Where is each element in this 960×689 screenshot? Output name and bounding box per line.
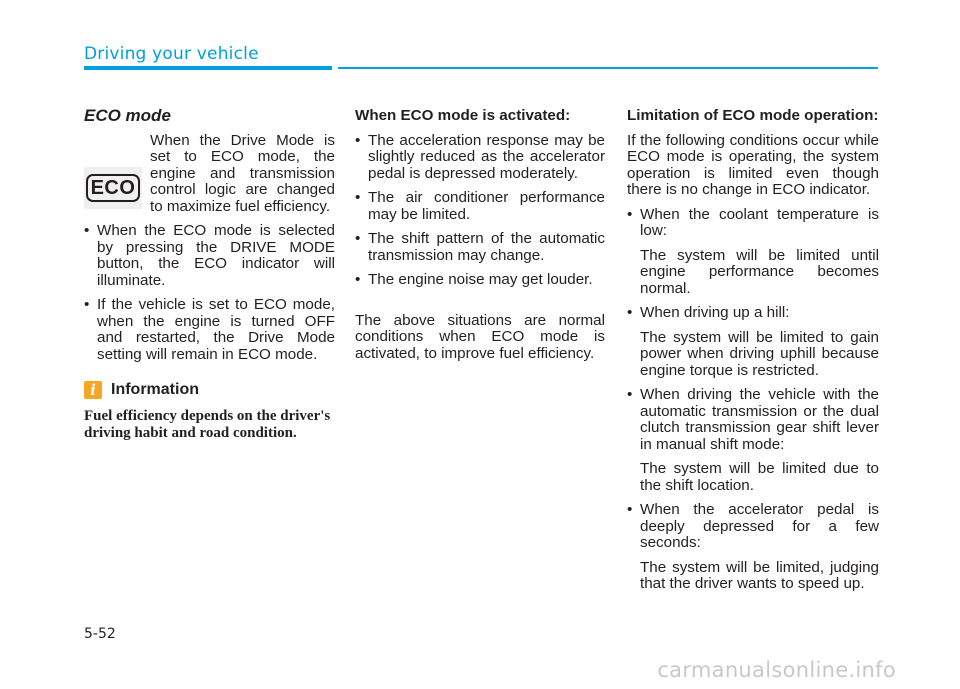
limitation-condition: • When driving up a hill:: [640, 304, 790, 321]
limitation-condition: • When driving the vehicle with the automatic transmission or the dual clutch transmission gear shift lever in manual shift mode:: [640, 386, 879, 453]
eco-intro-block: [84, 133, 335, 216]
information-label: Information: [111, 380, 199, 398]
activated-note: The above situations are normal conditions when ECO mode is activated, to improve fuel efficiency.: [355, 311, 605, 362]
limitation-item: [627, 502, 879, 593]
limitation-result: The system will be limited, judging that the driver wants to speed up.: [640, 558, 879, 592]
eco-intro-text: When the Drive Mode is set to ECO mode, the engine and transmission control logic are changed to maximize fuel efficiency.: [150, 131, 335, 215]
eco-bullet-item: • If the vehicle is set to ECO mode, when the engine is turned OFF and restarted, the Drive Mode setting will remain in ECO mode.: [84, 297, 335, 363]
limitation-list: [627, 207, 879, 593]
site-watermark: carmanualsonline.info: [657, 658, 896, 682]
limitation-title: Limitation of ECO mode operation:: [627, 107, 879, 124]
section-header-title: Driving your vehicle: [84, 44, 259, 64]
activated-bullet-item: • The shift pattern of the automatic transmission may change.: [355, 231, 605, 264]
limitation-item: [627, 207, 879, 298]
page-number: 5-52: [84, 626, 116, 642]
activated-bullet-item: • The acceleration response may be slightly reduced as the accelerator pedal is depressed moderately.: [355, 133, 605, 183]
eco-mode-title: ECO mode: [84, 106, 171, 125]
limitation-intro: If the following conditions occur while ECO mode is operating, the system operation is limited even though there is no change in ECO indicator.: [627, 131, 879, 198]
limitation-condition: • When the accelerator pedal is deeply depressed for a few seconds:: [640, 501, 879, 551]
limitation-condition: • When the coolant temperature is low:: [640, 205, 879, 239]
information-header: [84, 381, 335, 399]
column-eco-mode: [84, 108, 335, 442]
limitation-result: The system will be limited due to the shift location.: [640, 460, 879, 494]
activated-bullet-item: • The air conditioner performance may be limited.: [355, 190, 605, 223]
activated-bullet-list: [355, 133, 605, 289]
column-activated: [355, 108, 605, 362]
eco-indicator-label: ECO: [86, 174, 141, 202]
information-icon: i: [84, 381, 102, 399]
limitation-result: The system will be limited until engine performance becomes normal.: [640, 246, 879, 297]
column-limitation: [627, 108, 879, 593]
limitation-item: [627, 305, 879, 379]
activated-title: When ECO mode is activated:: [355, 107, 571, 124]
limitation-result: The system will be limited to gain power when driving uphill because engine torque is restricted.: [640, 328, 879, 379]
activated-bullet-item: • The engine noise may get louder.: [355, 272, 605, 289]
header-rule-thin: [338, 67, 878, 69]
limitation-item: [627, 387, 879, 494]
eco-bullet-item: • When the ECO mode is selected by pressing the DRIVE MODE button, the ECO indicator will illuminate.: [84, 223, 335, 289]
information-body: Fuel efficiency depends on the driver's driving habit and road condition.: [84, 408, 331, 441]
eco-bullet-list: [84, 223, 335, 363]
header-rule-thick: [84, 66, 332, 70]
eco-indicator-icon: [84, 167, 142, 209]
